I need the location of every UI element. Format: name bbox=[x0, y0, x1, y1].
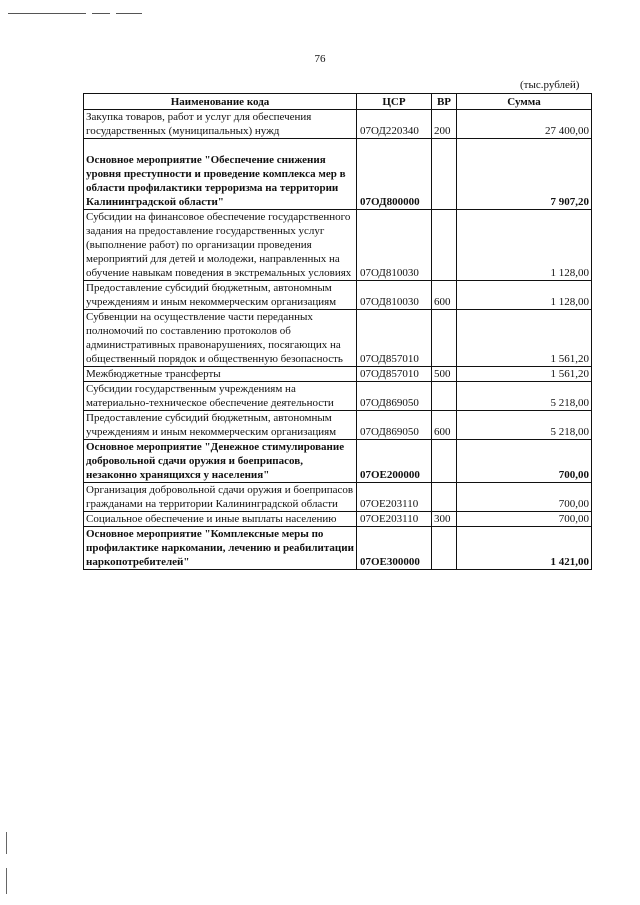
row-sum: 700,00 bbox=[457, 512, 592, 527]
margin-artifact-line bbox=[6, 832, 7, 854]
header-name: Наименование кода bbox=[84, 94, 357, 110]
table-row bbox=[84, 110, 592, 139]
row-name: Межбюджетные трансферты bbox=[84, 367, 357, 382]
header-vr: ВР bbox=[432, 94, 457, 110]
table-row bbox=[84, 281, 592, 310]
row-sum: 1 421,00 bbox=[457, 527, 592, 570]
row-csr: 07ОД869050 bbox=[357, 411, 432, 440]
row-csr: 07ОД800000 bbox=[357, 139, 432, 210]
table-header-row bbox=[84, 94, 592, 110]
scan-artifact-line bbox=[116, 13, 142, 14]
row-name: Основное мероприятие "Обеспечение снижения уровня преступности и проведение комплекса мер в области профилактики терроризма на территории Калининградской области" bbox=[84, 139, 357, 210]
row-vr: 600 bbox=[432, 281, 457, 310]
row-sum: 27 400,00 bbox=[457, 110, 592, 139]
row-name: Субвенции на осуществление части переданных полномочий по составлению протоколов об административных правонарушениях, посягающих на общественный порядок и общественную безопасность bbox=[84, 310, 357, 367]
row-vr: 300 bbox=[432, 512, 457, 527]
row-sum: 1 128,00 bbox=[457, 210, 592, 281]
margin-artifact-line bbox=[6, 868, 7, 894]
row-sum: 700,00 bbox=[457, 440, 592, 483]
row-vr bbox=[432, 382, 457, 411]
scan-artifact-line bbox=[8, 13, 86, 14]
table-row bbox=[84, 210, 592, 281]
row-vr bbox=[432, 210, 457, 281]
row-csr: 07ОД869050 bbox=[357, 382, 432, 411]
table-row bbox=[84, 310, 592, 367]
row-name: Социальное обеспечение и иные выплаты населению bbox=[84, 512, 357, 527]
scan-artifact-line bbox=[92, 13, 110, 14]
table-row bbox=[84, 139, 592, 210]
row-vr bbox=[432, 310, 457, 367]
row-vr bbox=[432, 440, 457, 483]
row-sum: 1 561,20 bbox=[457, 310, 592, 367]
row-name: Субсидии государственным учреждениям на материально-техническое обеспечение деятельности bbox=[84, 382, 357, 411]
row-sum: 1 128,00 bbox=[457, 281, 592, 310]
table-row bbox=[84, 382, 592, 411]
table-row bbox=[84, 411, 592, 440]
row-sum: 1 561,20 bbox=[457, 367, 592, 382]
row-sum: 7 907,20 bbox=[457, 139, 592, 210]
row-csr: 07ОЕ203110 bbox=[357, 512, 432, 527]
row-name: Основное мероприятие "Комплексные меры по профилактике наркомании, лечению и реабилитации наркопотребителей" bbox=[84, 527, 357, 570]
row-vr: 500 bbox=[432, 367, 457, 382]
row-csr: 07ОД857010 bbox=[357, 310, 432, 367]
budget-table bbox=[83, 93, 592, 570]
row-csr: 07ОД220340 bbox=[357, 110, 432, 139]
row-vr: 200 bbox=[432, 110, 457, 139]
row-csr: 07ОЕ203110 bbox=[357, 483, 432, 512]
page-number: 76 bbox=[314, 53, 326, 65]
row-sum: 5 218,00 bbox=[457, 411, 592, 440]
row-name: Закупка товаров, работ и услуг для обеспечения государственных (муниципальных) нужд bbox=[84, 110, 357, 139]
row-name: Основное мероприятие "Денежное стимулирование добровольной сдачи оружия и боеприпасов, незаконно хранящихся у населения" bbox=[84, 440, 357, 483]
row-sum: 700,00 bbox=[457, 483, 592, 512]
table-row bbox=[84, 367, 592, 382]
row-sum: 5 218,00 bbox=[457, 382, 592, 411]
table-row bbox=[84, 483, 592, 512]
table-row bbox=[84, 527, 592, 570]
row-csr: 07ОД857010 bbox=[357, 367, 432, 382]
row-vr bbox=[432, 139, 457, 210]
row-csr: 07ОЕ300000 bbox=[357, 527, 432, 570]
header-csr: ЦСР bbox=[357, 94, 432, 110]
row-name: Организация добровольной сдачи оружия и боеприпасов гражданами на территории Калининградской области bbox=[84, 483, 357, 512]
row-vr bbox=[432, 527, 457, 570]
row-name: Предоставление субсидий бюджетным, автономным учреждениям и иным некоммерческим организациям bbox=[84, 411, 357, 440]
table-row bbox=[84, 440, 592, 483]
row-name: Субсидии на финансовое обеспечение государственного задания на предоставление государственных услуг (выполнение работ) по организации проведения мероприятий для детей и молодежи, направленных на обучение навыкам поведения в экстремальных условиях bbox=[84, 210, 357, 281]
header-sum: Сумма bbox=[457, 94, 592, 110]
row-csr: 07ОД810030 bbox=[357, 210, 432, 281]
row-csr: 07ОД810030 bbox=[357, 281, 432, 310]
table-row bbox=[84, 512, 592, 527]
row-vr: 600 bbox=[432, 411, 457, 440]
row-name: Предоставление субсидий бюджетным, автономным учреждениям и иным некоммерческим организациям bbox=[84, 281, 357, 310]
row-csr: 07ОЕ200000 bbox=[357, 440, 432, 483]
units-label: (тыс.рублей) bbox=[520, 79, 580, 91]
row-vr bbox=[432, 483, 457, 512]
